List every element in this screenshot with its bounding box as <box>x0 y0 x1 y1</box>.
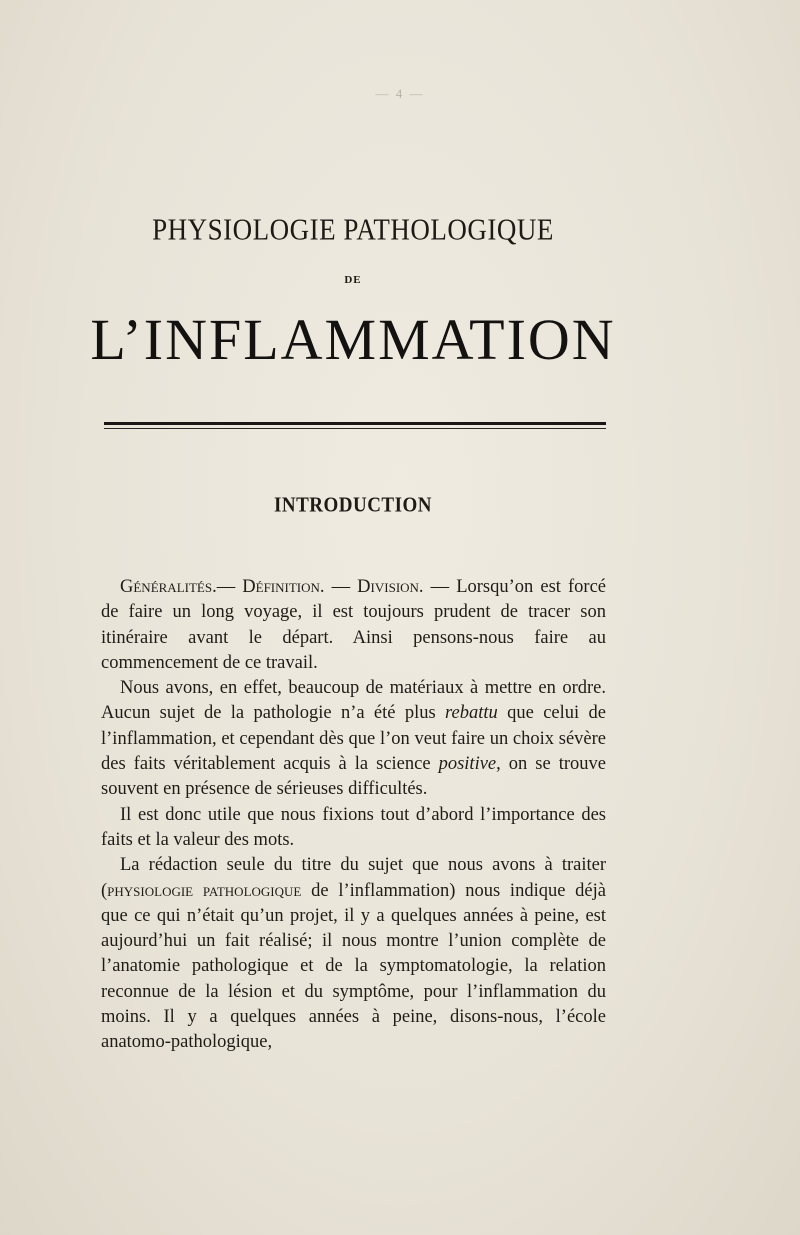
paragraph-3 <box>101 803 606 854</box>
main-title: L’INFLAMMATION <box>90 307 616 372</box>
paragraph-text: , on se trouve souvent en présence de sérieuses difficultés. <box>101 754 606 800</box>
italic-term: rebattu <box>445 703 498 724</box>
page-number: — 4 — <box>375 86 425 101</box>
paragraph-text: de l’inflammation) nous indique déjà que ce qui n’était qu’un projet, il y a quelques années à peine, est aujourd’hui un fait réalisé; il nous montre l’union complète de l’anatomie pathologique et de la symptomatologie, la relation reconnue de la lésion et du symptôme, pour l’inflammation du moins. Il y a quelques années à peine, disons-nous, l’école anatomo-pathologique, <box>101 880 606 1053</box>
paragraph-2 <box>101 676 606 802</box>
title-line-2: DE <box>344 274 362 286</box>
title-line-1: PHYSIOLOGIE PATHOLOGIQUE <box>152 212 554 247</box>
paragraph-text: Lorsqu’on est forcé de faire un long voyage, il est toujours prudent de tracer son itinéraire avant le départ. Ainsi pensons-nous faire au commencement de ce travail. <box>101 577 606 673</box>
paragraph-text: La rédaction seule du titre du sujet que nous avons à traiter ( <box>101 855 606 901</box>
title-rule-thin <box>104 428 606 429</box>
title-rule-thick <box>104 422 606 425</box>
body-text <box>101 575 606 1056</box>
italic-term: positive <box>438 754 497 775</box>
paragraph-text: que celui de l’inflammation, et cependant dès que l’on veut faire un choix sévère des faits véritablement acquis à la science <box>101 703 606 775</box>
paragraph-1 <box>101 575 606 676</box>
small-caps-term: physiologie pathologique <box>107 880 302 901</box>
paragraph-4 <box>101 853 606 1055</box>
section-heading: INTRODUCTION <box>273 494 433 518</box>
paragraph-text: Il est donc utile que nous fixions tout d’abord l’importance des faits et la valeur des mots. <box>101 804 606 850</box>
paragraph-lead: Généralités.— Définition. — Division. — <box>120 577 450 597</box>
paragraph-text: Nous avons, en effet, beaucoup de matériaux à mettre en ordre. Aucun sujet de la pathologie n’a été plus <box>101 678 606 724</box>
